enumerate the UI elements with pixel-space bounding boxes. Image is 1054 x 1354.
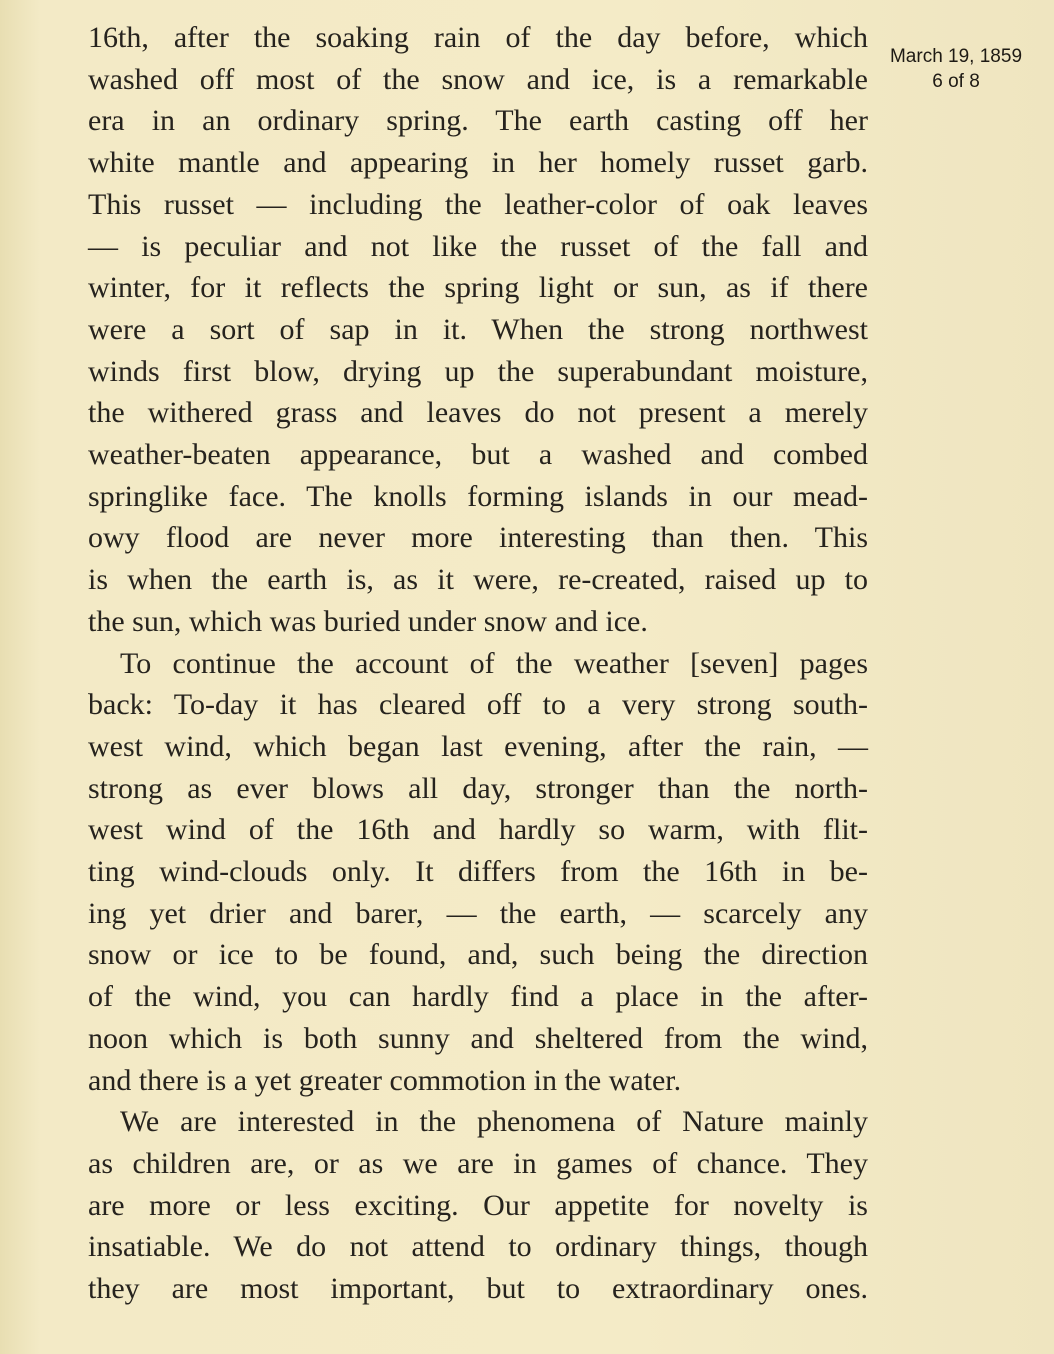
text-line: 16th, after the soaking rain of the day before, which: [88, 21, 868, 54]
text-line: owy flood are never more interesting than then. This: [88, 521, 868, 555]
text-line: the withered grass and leaves do not present a merely: [88, 396, 868, 430]
text-line: white mantle and appearing in her homely russet garb.: [88, 146, 868, 180]
paragraph-1: [88, 17, 868, 643]
text-line: — is peculiar and not like the russet of the fall and: [88, 229, 868, 263]
paragraph-3: [88, 1101, 868, 1310]
paragraph-2: [88, 643, 868, 1102]
text-line: as children are, or as we are in games of chance. They: [88, 1146, 868, 1180]
text-line: noon which is both sunny and sheltered from the wind,: [88, 1021, 868, 1055]
journal-text: [88, 17, 868, 1310]
text-line: era in an ordinary spring. The earth casting off her: [88, 104, 868, 138]
entry-date: March 19, 1859: [889, 46, 1023, 67]
text-line: weather-beaten appearance, but a washed and combed: [88, 438, 868, 472]
text-line: they are most important, but to extraordinary ones.: [88, 1272, 868, 1306]
text-line: springlike face. The knolls forming islands in our mead-: [88, 479, 868, 513]
text-line: winter, for it reflects the spring light or sun, as if there: [88, 271, 868, 305]
text-line: To continue the account of the weather [seven] pages: [120, 646, 868, 680]
text-line: the sun, which was buried under snow and ice.: [88, 604, 648, 638]
text-line: insatiable. We do not attend to ordinary things, though: [88, 1230, 868, 1264]
text-line: washed off most of the snow and ice, is a remarkable: [88, 62, 868, 96]
text-line: and there is a yet greater commotion in the water.: [88, 1063, 682, 1097]
text-line: This russet — including the leather-color of oak leaves: [88, 187, 868, 221]
text-line: of the wind, you can hardly find a place in the after-: [88, 980, 868, 1014]
text-line: winds first blow, drying up the superabundant moisture,: [88, 354, 868, 388]
text-line: is when the earth is, as it were, re-created, raised up to: [88, 563, 868, 597]
text-line: ting wind-clouds only. It differs from the 16th in be-: [88, 855, 868, 889]
text-line: snow or ice to be found, and, such being the direction: [88, 938, 868, 972]
text-line: ing yet drier and barer, — the earth, — scarcely any: [88, 896, 868, 930]
text-line: west wind of the 16th and hardly so warm, with flit-: [88, 813, 868, 847]
text-line: We are interested in the phenomena of Nature mainly: [120, 1105, 868, 1139]
text-line: strong as ever blows all day, stronger than the north-: [88, 771, 868, 805]
margin-note: [880, 44, 1032, 94]
text-line: back: To-day it has cleared off to a very strong south-: [88, 688, 868, 722]
text-line: west wind, which began last evening, after the rain, —: [88, 729, 868, 763]
text-line: are more or less exciting. Our appetite for novelty is: [88, 1188, 868, 1222]
text-line: were a sort of sap in it. When the strong northwest: [88, 312, 868, 346]
page-indicator: 6 of 8: [932, 71, 980, 92]
